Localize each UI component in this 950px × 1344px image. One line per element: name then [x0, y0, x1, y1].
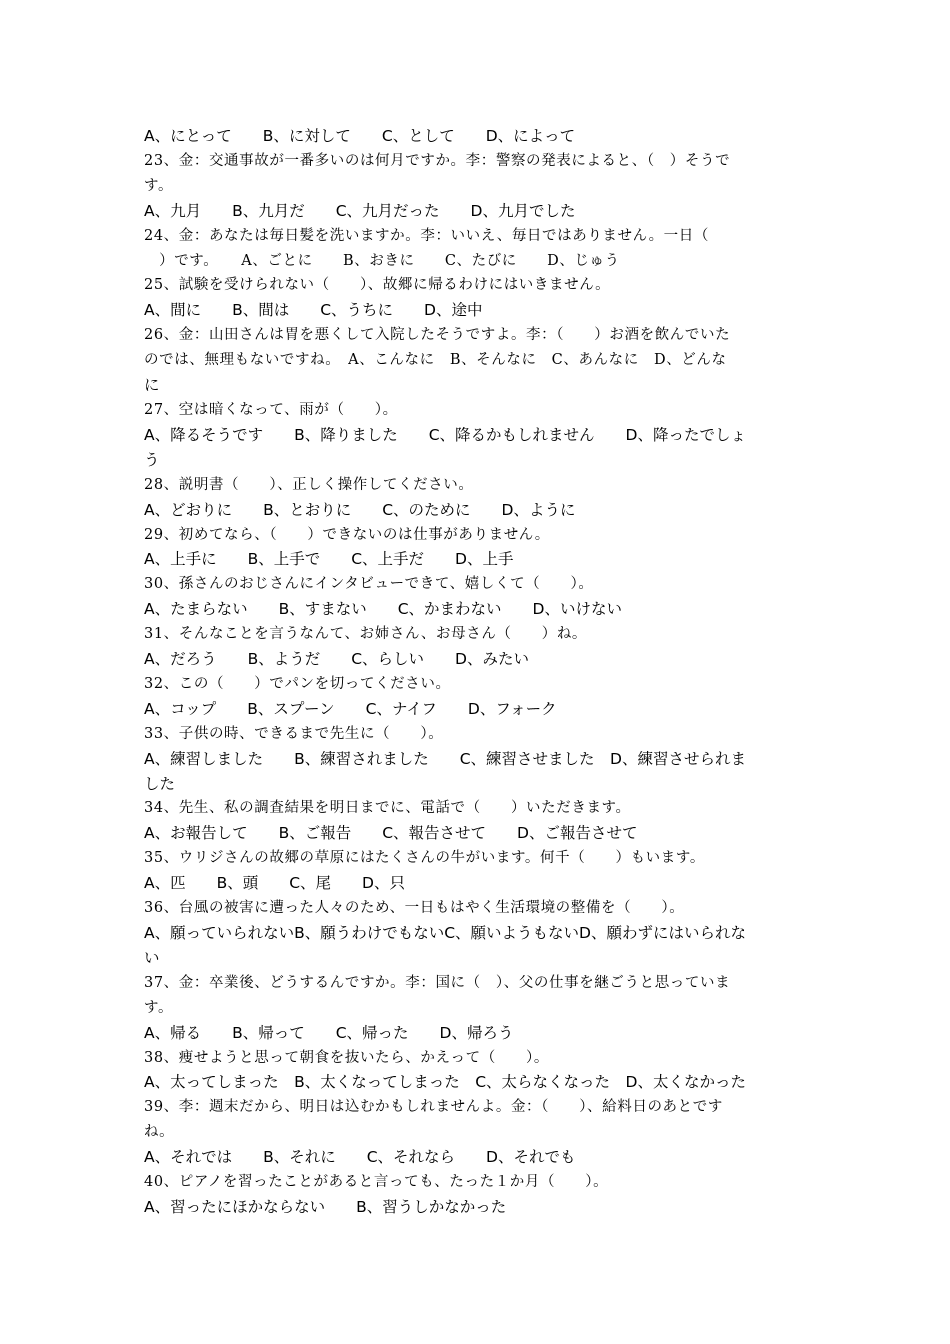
answer-options-line: A、練習しました B、練習されました C、練習させました D、練習させられま	[144, 749, 746, 768]
question-text-line: 24、金：あなたは毎日髪を洗いますか。李：いいえ、毎日ではありません。一日（	[144, 227, 709, 244]
question-text-line: 27、空は暗くなって、雨が（ ）。	[144, 401, 398, 418]
answer-options-line: A、上手に B、上手で C、上手だ D、上手	[144, 550, 514, 569]
question-text-line: 29、初めてなら、（ ）できないのは仕事がありません。	[144, 526, 550, 543]
question-text-line: 36、台風の被害に遭った人々のため、一日もはやく生活環境の整備を（ ）。	[144, 900, 685, 917]
answer-options-line: A、匹 B、頭 C、尾 D、只	[144, 874, 405, 893]
question-text-line: 39、李：週末だから、明日は込むかもしれませんよ。金：（ ）、給料日のあとです	[144, 1099, 723, 1116]
question-text-line: 25、試験を受けられない（ ）、故郷に帰るわけにはいきません。	[144, 277, 611, 294]
answer-options-line: い	[144, 948, 160, 967]
answer-options-line: A、九月 B、九月だ C、九月だった D、九月でした	[144, 201, 576, 220]
question-text-line: 30、孫さんのおじさんにインタビューできて、嬉しくて（ ）。	[144, 576, 594, 593]
answer-options-line: A、だろう B、ようだ C、らしい D、みたい	[144, 650, 529, 669]
answer-options-line: A、コップ B、スプーン C、ナイフ D、フォーク	[144, 699, 557, 718]
question-text-line: 34、先生、私の調査結果を明日までに、電話で（ ）いただきます。	[144, 800, 631, 817]
question-text-line: 31、そんなことを言うなんて、お姉さん、お母さん（ ）ね。	[144, 626, 588, 643]
answer-options-line: A、どおりに B、とおりに C、のために D、ように	[144, 500, 576, 519]
question-text-line: ）です。 A、ごとに B、おきに C、たびに D、じゅう	[144, 252, 620, 269]
question-text-line: 28、説明書（ ）、正しく操作してください。	[144, 476, 474, 493]
question-text-line: 23、金：交通事故が一番多いのは何月ですか。李：警察の発表によると、（ ）そうで	[144, 152, 731, 169]
answer-options-line: A、願っていられないB、願うわけでもないC、願いようもないD、願わずにはいられな	[144, 924, 746, 942]
question-text-line: 26、金：山田さんは胃を悪くして入院したそうですよ。李：（ ）お酒を飲んでいた	[144, 327, 731, 344]
answer-options-line: A、帰る B、帰って C、帰った D、帰ろう	[144, 1023, 514, 1042]
answer-options-line: A、太ってしまった B、太くなってしまった C、太らなくなった D、太くなかった	[144, 1073, 746, 1092]
answer-options-line: に	[144, 376, 160, 395]
question-text-line: 38、痩せようと思って朝食を抜いたら、かえって（ ）。	[144, 1049, 549, 1066]
answer-options-line: A、にとって B、に対して C、として D、によって	[144, 127, 576, 145]
question-text-line: す。	[144, 999, 174, 1016]
question-text-line: 32、この（ ）でパンを切ってください。	[144, 675, 451, 692]
answer-options-line: A、たまらない B、すまない C、かまわない D、いけない	[144, 600, 622, 619]
question-text-line: のでは、無理もないですね。 A、こんなに B、そんなに C、あんなに D、どんな	[144, 352, 727, 369]
question-text-line: 35、ウリジさんの故郷の草原にはたくさんの牛がいます。何千（ ）もいます。	[144, 850, 705, 867]
answer-options-line: A、間に B、間は C、うちに D、途中	[144, 301, 483, 320]
question-text-line: 37、金：卒業後、どうするんですか。李：国に（ ）、父の仕事を継ごうと思っていま	[144, 974, 731, 991]
question-text-line: 33、子供の時、できるまで先生に（ ）。	[144, 725, 444, 742]
question-text-line: ね。	[144, 1124, 175, 1141]
answer-options-line: A、それでは B、それに C、それなら D、それでも	[144, 1148, 576, 1167]
answer-options-line: う	[144, 450, 160, 469]
document-body	[144, 124, 808, 1220]
answer-options-line: A、習ったにほかならない B、習うしかなかった	[144, 1197, 507, 1216]
question-text-line: 40、ピアノを習ったことがあると言っても、たった１か月（ ）。	[144, 1174, 609, 1191]
answer-options-line: した	[144, 774, 176, 793]
answer-options-line: A、お報告して B、ご報告 C、報告させて D、ご報告させて	[144, 824, 638, 843]
answer-options-line: A、降るそうです B、降りました C、降るかもしれません D、降ったでしょ	[144, 425, 746, 444]
question-text-line: す。	[144, 177, 174, 194]
